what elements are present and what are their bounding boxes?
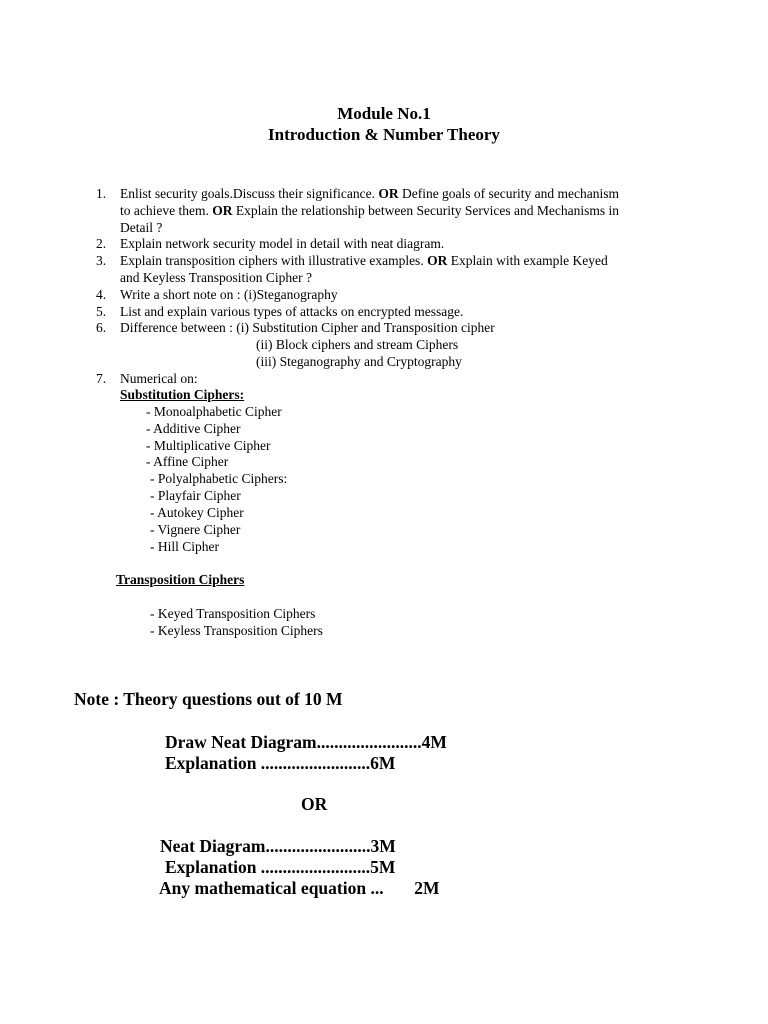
module-title: Introduction & Number Theory xyxy=(268,125,500,144)
list-item: - Affine Cipher xyxy=(146,454,229,469)
question-text: Explain the relationship between Security Services and Mechanisms in xyxy=(232,203,619,218)
or-keyword: OR xyxy=(427,253,448,268)
question-1-line-2 xyxy=(120,202,619,219)
question-number: 3. xyxy=(96,253,107,268)
mark-scheme-line: Explanation .........................5M xyxy=(165,857,396,877)
list-item: - Playfair Cipher xyxy=(150,488,241,503)
list-item: - Monoalphabetic Cipher xyxy=(146,404,282,419)
substitution-heading: Substitution Ciphers: xyxy=(120,387,245,402)
question-number: 4. xyxy=(96,287,107,302)
question-1-line-1 xyxy=(120,185,619,202)
question-3-line-1 xyxy=(120,252,608,269)
question-4-text: Write a short note on : (i)Steganography xyxy=(120,287,338,302)
mark-scheme-line: Draw Neat Diagram........................4M xyxy=(165,732,447,752)
module-number: Module No.1 xyxy=(337,104,431,123)
question-text: Define goals of security and mechanism xyxy=(398,186,620,201)
or-keyword: OR xyxy=(212,203,233,218)
question-number: 6. xyxy=(96,320,107,335)
question-number: 7. xyxy=(96,371,107,386)
list-item: - Additive Cipher xyxy=(146,421,241,436)
list-item: - Hill Cipher xyxy=(150,539,219,554)
question-text: to achieve them. xyxy=(120,203,213,218)
or-divider: OR xyxy=(301,794,328,814)
question-text: Enlist security goals.Discuss their significance. xyxy=(120,186,379,201)
mark-scheme-line: Neat Diagram........................3M xyxy=(160,836,396,856)
transposition-heading: Transposition Ciphers xyxy=(116,572,245,587)
list-item: - Multiplicative Cipher xyxy=(146,438,271,453)
question-number: 1. xyxy=(96,186,107,201)
list-item: - Vignere Cipher xyxy=(150,522,241,537)
list-item: - Polyalphabetic Ciphers: xyxy=(150,471,288,486)
question-3-line-2: and Keyless Transposition Cipher ? xyxy=(120,270,312,285)
list-item: - Keyed Transposition Ciphers xyxy=(150,606,316,621)
mark-scheme-line: Any mathematical equation ... 2M xyxy=(159,878,440,898)
question-number: 5. xyxy=(96,304,107,319)
question-text: Explain transposition ciphers with illustrative examples. xyxy=(120,253,428,268)
list-item: - Keyless Transposition Ciphers xyxy=(150,623,323,638)
question-6-line-3: (iii) Steganography and Cryptography xyxy=(256,354,462,369)
question-6-line-1: Difference between : (i) Substitution Cipher and Transposition cipher xyxy=(120,320,495,335)
question-6-line-2: (ii) Block ciphers and stream Ciphers xyxy=(256,337,459,352)
note-title: Note : Theory questions out of 10 M xyxy=(74,689,343,709)
mark-scheme-line: Explanation .........................6M xyxy=(165,753,396,773)
question-text: Explain with example Keyed xyxy=(447,253,608,268)
list-item: - Autokey Cipher xyxy=(150,505,244,520)
or-keyword: OR xyxy=(378,186,399,201)
question-7-text: Numerical on: xyxy=(120,371,198,386)
question-1-line-3: Detail ? xyxy=(120,220,163,235)
question-2-text: Explain network security model in detail with neat diagram. xyxy=(120,236,445,251)
question-5-text: List and explain various types of attacks on encrypted message. xyxy=(120,304,464,319)
question-number: 2. xyxy=(96,236,107,251)
